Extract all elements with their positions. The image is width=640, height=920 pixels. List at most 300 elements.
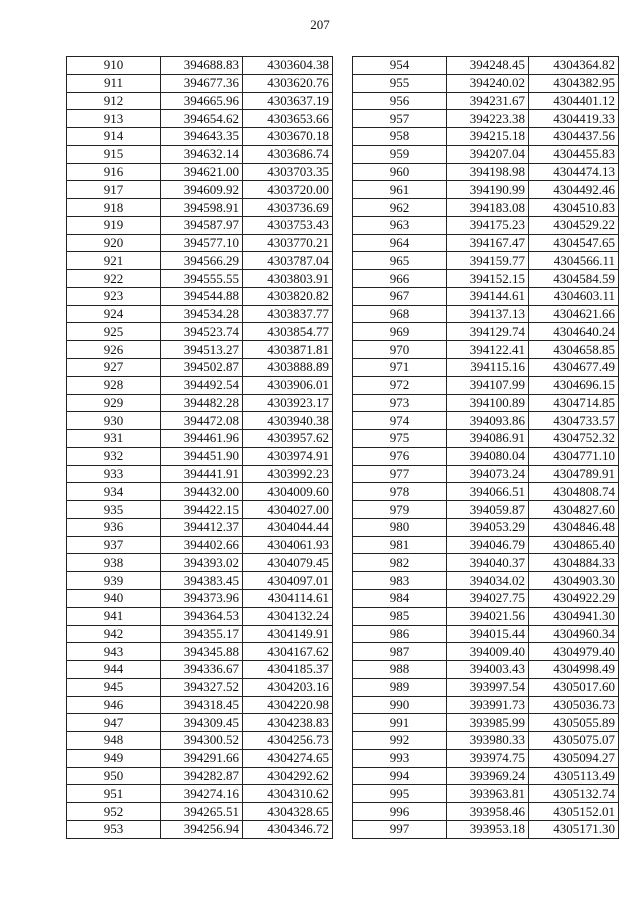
x-coordinate-cell: 394122.41	[447, 341, 529, 359]
x-coordinate-cell: 394034.02	[447, 572, 529, 590]
x-coordinate-cell: 394175.23	[447, 216, 529, 234]
y-coordinate-cell: 4304114.61	[243, 589, 333, 607]
table-row	[353, 323, 619, 341]
table-row	[67, 181, 333, 199]
x-coordinate-cell: 394256.94	[161, 820, 243, 838]
x-coordinate-cell: 394393.02	[161, 554, 243, 572]
table-row	[353, 145, 619, 163]
x-coordinate-cell: 394472.08	[161, 412, 243, 430]
x-coordinate-cell: 394513.27	[161, 341, 243, 359]
table-row	[67, 359, 333, 377]
point-number-cell: 946	[67, 696, 161, 714]
y-coordinate-cell: 4304027.00	[243, 501, 333, 519]
y-coordinate-cell: 4304621.66	[529, 305, 619, 323]
y-coordinate-cell: 4304510.83	[529, 199, 619, 217]
table-row	[67, 820, 333, 838]
point-number-cell: 929	[67, 394, 161, 412]
y-coordinate-cell: 4304132.24	[243, 607, 333, 625]
table-row	[353, 661, 619, 679]
x-coordinate-cell: 394215.18	[447, 128, 529, 146]
y-coordinate-cell: 4303888.89	[243, 359, 333, 377]
table-row	[353, 287, 619, 305]
point-number-cell: 917	[67, 181, 161, 199]
point-number-cell: 958	[353, 128, 447, 146]
table-row	[67, 572, 333, 590]
y-coordinate-cell: 4304203.16	[243, 678, 333, 696]
table-row	[353, 216, 619, 234]
y-coordinate-cell: 4304640.24	[529, 323, 619, 341]
y-coordinate-cell: 4303703.35	[243, 163, 333, 181]
x-coordinate-cell: 394364.53	[161, 607, 243, 625]
table-row	[353, 749, 619, 767]
y-coordinate-cell: 4304474.13	[529, 163, 619, 181]
y-coordinate-cell: 4303653.66	[243, 110, 333, 128]
point-number-cell: 928	[67, 376, 161, 394]
table-row	[353, 359, 619, 377]
table-row	[67, 465, 333, 483]
point-number-cell: 980	[353, 518, 447, 536]
table-row	[353, 430, 619, 448]
y-coordinate-cell: 4304865.40	[529, 536, 619, 554]
x-coordinate-cell: 394086.91	[447, 430, 529, 448]
table-row	[67, 163, 333, 181]
y-coordinate-cell: 4304274.65	[243, 749, 333, 767]
x-coordinate-cell: 394282.87	[161, 767, 243, 785]
point-number-cell: 954	[353, 57, 447, 75]
table-row	[353, 820, 619, 838]
x-coordinate-cell: 394231.67	[447, 92, 529, 110]
point-number-cell: 974	[353, 412, 447, 430]
point-number-cell: 959	[353, 145, 447, 163]
y-coordinate-cell: 4305132.74	[529, 785, 619, 803]
x-coordinate-cell: 394223.38	[447, 110, 529, 128]
x-coordinate-cell: 394144.61	[447, 287, 529, 305]
y-coordinate-cell: 4303854.77	[243, 323, 333, 341]
y-coordinate-cell: 4303803.91	[243, 270, 333, 288]
x-coordinate-cell: 394073.24	[447, 465, 529, 483]
table-row	[353, 518, 619, 536]
y-coordinate-cell: 4304044.44	[243, 518, 333, 536]
x-coordinate-cell: 394677.36	[161, 74, 243, 92]
y-coordinate-cell: 4303770.21	[243, 234, 333, 252]
y-coordinate-cell: 4304827.60	[529, 501, 619, 519]
table-row	[67, 518, 333, 536]
coordinates-table-right-body	[353, 57, 619, 839]
y-coordinate-cell: 4304328.65	[243, 803, 333, 821]
x-coordinate-cell: 394412.37	[161, 518, 243, 536]
point-number-cell: 975	[353, 430, 447, 448]
point-number-cell: 937	[67, 536, 161, 554]
x-coordinate-cell: 394665.96	[161, 92, 243, 110]
table-row	[353, 696, 619, 714]
y-coordinate-cell: 4304566.11	[529, 252, 619, 270]
y-coordinate-cell: 4303753.43	[243, 216, 333, 234]
x-coordinate-cell: 393991.73	[447, 696, 529, 714]
table-row	[353, 607, 619, 625]
point-number-cell: 981	[353, 536, 447, 554]
y-coordinate-cell: 4303923.17	[243, 394, 333, 412]
table-row	[67, 767, 333, 785]
table-row	[353, 714, 619, 732]
x-coordinate-cell: 394336.67	[161, 661, 243, 679]
point-number-cell: 930	[67, 412, 161, 430]
y-coordinate-cell: 4304808.74	[529, 483, 619, 501]
point-number-cell: 996	[353, 803, 447, 821]
x-coordinate-cell: 394066.51	[447, 483, 529, 501]
y-coordinate-cell: 4304771.10	[529, 447, 619, 465]
y-coordinate-cell: 4304979.40	[529, 643, 619, 661]
x-coordinate-cell: 394167.47	[447, 234, 529, 252]
x-coordinate-cell: 394402.66	[161, 536, 243, 554]
table-row	[67, 785, 333, 803]
table-row	[353, 572, 619, 590]
table-row	[353, 465, 619, 483]
x-coordinate-cell: 394566.29	[161, 252, 243, 270]
y-coordinate-cell: 4303940.38	[243, 412, 333, 430]
point-number-cell: 977	[353, 465, 447, 483]
y-coordinate-cell: 4304061.93	[243, 536, 333, 554]
table-row	[67, 394, 333, 412]
y-coordinate-cell: 4303992.23	[243, 465, 333, 483]
table-row	[353, 128, 619, 146]
point-number-cell: 912	[67, 92, 161, 110]
y-coordinate-cell: 4304998.49	[529, 661, 619, 679]
table-row	[67, 607, 333, 625]
point-number-cell: 991	[353, 714, 447, 732]
y-coordinate-cell: 4303604.38	[243, 57, 333, 75]
table-row	[353, 785, 619, 803]
table-row	[353, 199, 619, 217]
point-number-cell: 978	[353, 483, 447, 501]
point-number-cell: 987	[353, 643, 447, 661]
point-number-cell: 989	[353, 678, 447, 696]
y-coordinate-cell: 4305094.27	[529, 749, 619, 767]
x-coordinate-cell: 394183.08	[447, 199, 529, 217]
x-coordinate-cell: 394059.87	[447, 501, 529, 519]
table-row	[67, 92, 333, 110]
x-coordinate-cell: 394502.87	[161, 359, 243, 377]
x-coordinate-cell: 394422.15	[161, 501, 243, 519]
point-number-cell: 956	[353, 92, 447, 110]
table-row	[67, 643, 333, 661]
point-number-cell: 988	[353, 661, 447, 679]
y-coordinate-cell: 4305152.01	[529, 803, 619, 821]
x-coordinate-cell: 394015.44	[447, 625, 529, 643]
table-row	[353, 234, 619, 252]
y-coordinate-cell: 4304733.57	[529, 412, 619, 430]
point-number-cell: 949	[67, 749, 161, 767]
y-coordinate-cell: 4304752.32	[529, 430, 619, 448]
y-coordinate-cell: 4304789.91	[529, 465, 619, 483]
table-row	[67, 589, 333, 607]
table-row	[67, 447, 333, 465]
y-coordinate-cell: 4304292.62	[243, 767, 333, 785]
table-row	[353, 732, 619, 750]
table-row	[353, 767, 619, 785]
x-coordinate-cell: 394587.97	[161, 216, 243, 234]
y-coordinate-cell: 4303637.19	[243, 92, 333, 110]
y-coordinate-cell: 4305055.89	[529, 714, 619, 732]
point-number-cell: 914	[67, 128, 161, 146]
y-coordinate-cell: 4303837.77	[243, 305, 333, 323]
table-row	[67, 625, 333, 643]
table-row	[67, 412, 333, 430]
table-row	[353, 589, 619, 607]
x-coordinate-cell: 394040.37	[447, 554, 529, 572]
x-coordinate-cell: 394492.54	[161, 376, 243, 394]
point-number-cell: 939	[67, 572, 161, 590]
x-coordinate-cell: 394291.66	[161, 749, 243, 767]
point-number-cell: 961	[353, 181, 447, 199]
x-coordinate-cell: 394318.45	[161, 696, 243, 714]
x-coordinate-cell: 394137.13	[447, 305, 529, 323]
x-coordinate-cell: 394009.40	[447, 643, 529, 661]
y-coordinate-cell: 4304382.95	[529, 74, 619, 92]
x-coordinate-cell: 394355.17	[161, 625, 243, 643]
y-coordinate-cell: 4303957.62	[243, 430, 333, 448]
coordinates-table-left	[66, 56, 333, 839]
table-row	[67, 145, 333, 163]
x-coordinate-cell: 394240.02	[447, 74, 529, 92]
table-row	[67, 234, 333, 252]
y-coordinate-cell: 4304256.73	[243, 732, 333, 750]
y-coordinate-cell: 4303720.00	[243, 181, 333, 199]
y-coordinate-cell: 4303974.91	[243, 447, 333, 465]
point-number-cell: 984	[353, 589, 447, 607]
x-coordinate-cell: 393953.18	[447, 820, 529, 838]
x-coordinate-cell: 394152.15	[447, 270, 529, 288]
y-coordinate-cell: 4303670.18	[243, 128, 333, 146]
y-coordinate-cell: 4304346.72	[243, 820, 333, 838]
y-coordinate-cell: 4304714.85	[529, 394, 619, 412]
table-row	[353, 305, 619, 323]
table-row	[67, 732, 333, 750]
point-number-cell: 966	[353, 270, 447, 288]
point-number-cell: 943	[67, 643, 161, 661]
point-number-cell: 918	[67, 199, 161, 217]
point-number-cell: 955	[353, 74, 447, 92]
y-coordinate-cell: 4303906.01	[243, 376, 333, 394]
point-number-cell: 992	[353, 732, 447, 750]
x-coordinate-cell: 393963.81	[447, 785, 529, 803]
x-coordinate-cell: 394053.29	[447, 518, 529, 536]
x-coordinate-cell: 394688.83	[161, 57, 243, 75]
x-coordinate-cell: 394300.52	[161, 732, 243, 750]
x-coordinate-cell: 394451.90	[161, 447, 243, 465]
point-number-cell: 953	[67, 820, 161, 838]
table-row	[67, 199, 333, 217]
x-coordinate-cell: 394461.96	[161, 430, 243, 448]
table-row	[353, 678, 619, 696]
y-coordinate-cell: 4304097.01	[243, 572, 333, 590]
point-number-cell: 993	[353, 749, 447, 767]
x-coordinate-cell: 394046.79	[447, 536, 529, 554]
table-row	[353, 643, 619, 661]
x-coordinate-cell: 394373.96	[161, 589, 243, 607]
y-coordinate-cell: 4305075.07	[529, 732, 619, 750]
table-row	[67, 376, 333, 394]
y-coordinate-cell: 4304677.49	[529, 359, 619, 377]
point-number-cell: 990	[353, 696, 447, 714]
y-coordinate-cell: 4304455.83	[529, 145, 619, 163]
point-number-cell: 970	[353, 341, 447, 359]
x-coordinate-cell: 393958.46	[447, 803, 529, 821]
table-row	[67, 128, 333, 146]
x-coordinate-cell: 394577.10	[161, 234, 243, 252]
table-row	[67, 305, 333, 323]
table-row	[353, 803, 619, 821]
table-row	[353, 181, 619, 199]
y-coordinate-cell: 4303787.04	[243, 252, 333, 270]
point-number-cell: 967	[353, 287, 447, 305]
x-coordinate-cell: 394021.56	[447, 607, 529, 625]
table-row	[67, 714, 333, 732]
x-coordinate-cell: 394093.86	[447, 412, 529, 430]
y-coordinate-cell: 4303736.69	[243, 199, 333, 217]
x-coordinate-cell: 394274.16	[161, 785, 243, 803]
x-coordinate-cell: 394654.62	[161, 110, 243, 128]
point-number-cell: 963	[353, 216, 447, 234]
x-coordinate-cell: 393997.54	[447, 678, 529, 696]
table-row	[67, 678, 333, 696]
x-coordinate-cell: 393974.75	[447, 749, 529, 767]
x-coordinate-cell: 394080.04	[447, 447, 529, 465]
point-number-cell: 935	[67, 501, 161, 519]
table-row	[353, 376, 619, 394]
table-row	[353, 536, 619, 554]
table-row	[353, 394, 619, 412]
point-number-cell: 922	[67, 270, 161, 288]
x-coordinate-cell: 394544.88	[161, 287, 243, 305]
y-coordinate-cell: 4303686.74	[243, 145, 333, 163]
point-number-cell: 950	[67, 767, 161, 785]
x-coordinate-cell: 394482.28	[161, 394, 243, 412]
table-row	[353, 625, 619, 643]
y-coordinate-cell: 4304903.30	[529, 572, 619, 590]
point-number-cell: 916	[67, 163, 161, 181]
point-number-cell: 931	[67, 430, 161, 448]
table-row	[67, 430, 333, 448]
point-number-cell: 920	[67, 234, 161, 252]
x-coordinate-cell: 393985.99	[447, 714, 529, 732]
point-number-cell: 971	[353, 359, 447, 377]
point-number-cell: 948	[67, 732, 161, 750]
point-number-cell: 973	[353, 394, 447, 412]
table-row	[353, 74, 619, 92]
point-number-cell: 910	[67, 57, 161, 75]
point-number-cell: 923	[67, 287, 161, 305]
coordinates-table-left-body	[67, 57, 333, 839]
point-number-cell: 921	[67, 252, 161, 270]
point-number-cell: 919	[67, 216, 161, 234]
table-row	[353, 92, 619, 110]
x-coordinate-cell: 394598.91	[161, 199, 243, 217]
point-number-cell: 968	[353, 305, 447, 323]
y-coordinate-cell: 4304658.85	[529, 341, 619, 359]
table-row	[67, 216, 333, 234]
x-coordinate-cell: 394198.98	[447, 163, 529, 181]
x-coordinate-cell: 394441.91	[161, 465, 243, 483]
y-coordinate-cell: 4304310.62	[243, 785, 333, 803]
table-row	[67, 57, 333, 75]
point-number-cell: 945	[67, 678, 161, 696]
x-coordinate-cell: 394115.16	[447, 359, 529, 377]
x-coordinate-cell: 394555.55	[161, 270, 243, 288]
point-number-cell: 933	[67, 465, 161, 483]
table-row	[353, 554, 619, 572]
point-number-cell: 926	[67, 341, 161, 359]
table-row	[67, 270, 333, 288]
y-coordinate-cell: 4304079.45	[243, 554, 333, 572]
point-number-cell: 940	[67, 589, 161, 607]
y-coordinate-cell: 4303871.81	[243, 341, 333, 359]
y-coordinate-cell: 4305017.60	[529, 678, 619, 696]
table-row	[353, 483, 619, 501]
point-number-cell: 997	[353, 820, 447, 838]
y-coordinate-cell: 4305113.49	[529, 767, 619, 785]
point-number-cell: 927	[67, 359, 161, 377]
point-number-cell: 947	[67, 714, 161, 732]
x-coordinate-cell: 393969.24	[447, 767, 529, 785]
y-coordinate-cell: 4304220.98	[243, 696, 333, 714]
point-number-cell: 979	[353, 501, 447, 519]
y-coordinate-cell: 4304696.15	[529, 376, 619, 394]
x-coordinate-cell: 394190.99	[447, 181, 529, 199]
x-coordinate-cell: 394621.00	[161, 163, 243, 181]
x-coordinate-cell: 394129.74	[447, 323, 529, 341]
point-number-cell: 952	[67, 803, 161, 821]
table-row	[353, 57, 619, 75]
x-coordinate-cell: 394643.35	[161, 128, 243, 146]
table-row	[353, 341, 619, 359]
x-coordinate-cell: 394265.51	[161, 803, 243, 821]
x-coordinate-cell: 394107.99	[447, 376, 529, 394]
x-coordinate-cell: 394327.52	[161, 678, 243, 696]
table-row	[67, 501, 333, 519]
y-coordinate-cell: 4304941.30	[529, 607, 619, 625]
x-coordinate-cell: 394003.43	[447, 661, 529, 679]
point-number-cell: 982	[353, 554, 447, 572]
table-row	[353, 412, 619, 430]
x-coordinate-cell: 393980.33	[447, 732, 529, 750]
y-coordinate-cell: 4303620.76	[243, 74, 333, 92]
y-coordinate-cell: 4304603.11	[529, 287, 619, 305]
table-row	[67, 696, 333, 714]
table-row	[67, 287, 333, 305]
x-coordinate-cell: 394523.74	[161, 323, 243, 341]
point-number-cell: 957	[353, 110, 447, 128]
table-row	[353, 163, 619, 181]
point-number-cell: 913	[67, 110, 161, 128]
x-coordinate-cell: 394027.75	[447, 589, 529, 607]
x-coordinate-cell: 394248.45	[447, 57, 529, 75]
point-number-cell: 911	[67, 74, 161, 92]
point-number-cell: 924	[67, 305, 161, 323]
table-row	[67, 110, 333, 128]
point-number-cell: 969	[353, 323, 447, 341]
table-row	[67, 483, 333, 501]
coordinates-table-right	[352, 56, 619, 839]
x-coordinate-cell: 394159.77	[447, 252, 529, 270]
table-row	[67, 536, 333, 554]
x-coordinate-cell: 394632.14	[161, 145, 243, 163]
y-coordinate-cell: 4304149.91	[243, 625, 333, 643]
x-coordinate-cell: 394345.88	[161, 643, 243, 661]
point-number-cell: 915	[67, 145, 161, 163]
point-number-cell: 925	[67, 323, 161, 341]
x-coordinate-cell: 394100.89	[447, 394, 529, 412]
point-number-cell: 994	[353, 767, 447, 785]
